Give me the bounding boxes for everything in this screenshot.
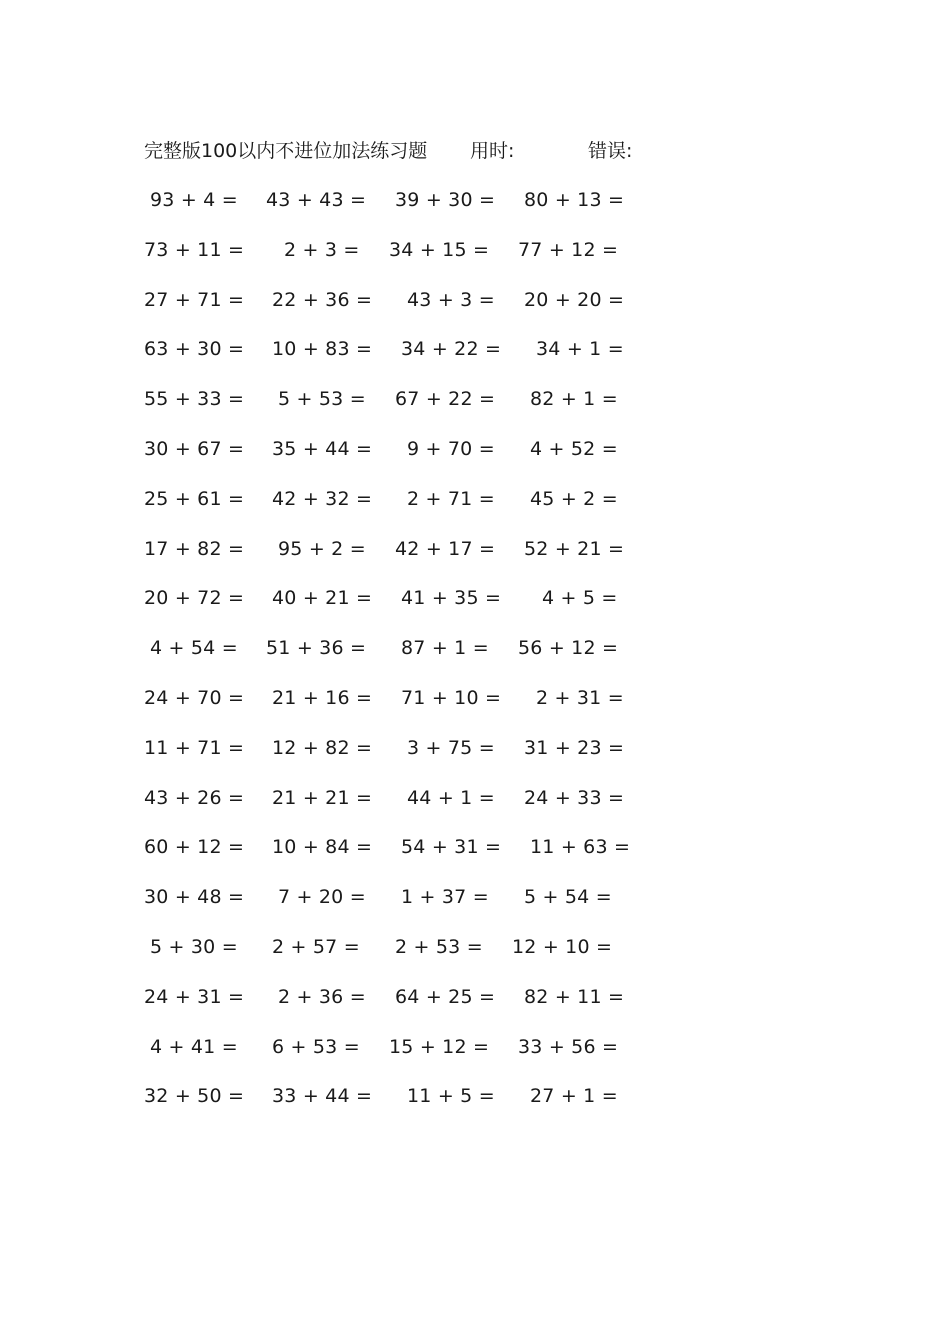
problem-r14-c3: 54 + 31 = — [401, 836, 502, 858]
problem-r15-c1: 30 + 48 = — [144, 886, 245, 908]
problem-r19-c2: 33 + 44 = — [272, 1085, 373, 1107]
problem-r13-c4: 24 + 33 = — [524, 787, 625, 809]
problem-r19-c1: 32 + 50 = — [144, 1085, 245, 1107]
problem-r15-c3: 1 + 37 = — [401, 886, 489, 908]
problem-r4-c4: 34 + 1 = — [536, 338, 624, 360]
problem-r19-c4: 27 + 1 = — [530, 1085, 618, 1107]
problem-r17-c4: 82 + 11 = — [524, 986, 625, 1008]
problem-r7-c4: 45 + 2 = — [530, 488, 618, 510]
problem-r4-c1: 63 + 30 = — [144, 338, 245, 360]
problem-r1-c4: 80 + 13 = — [524, 189, 625, 211]
problem-r9-c4: 4 + 5 = — [542, 587, 618, 609]
problem-r14-c1: 60 + 12 = — [144, 836, 245, 858]
problem-r4-c3: 34 + 22 = — [401, 338, 502, 360]
problem-r3-c1: 27 + 71 = — [144, 289, 245, 311]
problem-r6-c2: 35 + 44 = — [272, 438, 373, 460]
worksheet-title: 完整版100以内不进位加法练习题 — [144, 140, 428, 162]
problem-r13-c1: 43 + 26 = — [144, 787, 245, 809]
problem-r6-c4: 4 + 52 = — [530, 438, 618, 460]
problem-r1-c3: 39 + 30 = — [395, 189, 496, 211]
problem-r7-c1: 25 + 61 = — [144, 488, 245, 510]
problem-r10-c4: 56 + 12 = — [518, 637, 619, 659]
problem-r12-c3: 3 + 75 = — [407, 737, 495, 759]
problem-r12-c4: 31 + 23 = — [524, 737, 625, 759]
problem-r9-c2: 40 + 21 = — [272, 587, 373, 609]
problem-r2-c4: 77 + 12 = — [518, 239, 619, 261]
problem-r10-c2: 51 + 36 = — [266, 637, 367, 659]
problem-r11-c4: 2 + 31 = — [536, 687, 624, 709]
problem-r8-c3: 42 + 17 = — [395, 538, 496, 560]
problem-r16-c3: 2 + 53 = — [395, 936, 483, 958]
problem-r18-c4: 33 + 56 = — [518, 1036, 619, 1058]
problem-r18-c1: 4 + 41 = — [150, 1036, 238, 1058]
problem-r5-c4: 82 + 1 = — [530, 388, 618, 410]
problem-r6-c3: 9 + 70 = — [407, 438, 495, 460]
problem-r13-c2: 21 + 21 = — [272, 787, 373, 809]
problem-r16-c4: 12 + 10 = — [512, 936, 613, 958]
problem-r19-c3: 11 + 5 = — [407, 1085, 495, 1107]
problem-r18-c2: 6 + 53 = — [272, 1036, 360, 1058]
problem-r17-c3: 64 + 25 = — [395, 986, 496, 1008]
problem-r5-c3: 67 + 22 = — [395, 388, 496, 410]
problem-r13-c3: 44 + 1 = — [407, 787, 495, 809]
time-label: 用时: — [470, 140, 515, 162]
problem-r3-c2: 22 + 36 = — [272, 289, 373, 311]
problem-r5-c1: 55 + 33 = — [144, 388, 245, 410]
problem-r11-c3: 71 + 10 = — [401, 687, 502, 709]
problem-r8-c1: 17 + 82 = — [144, 538, 245, 560]
problem-r14-c2: 10 + 84 = — [272, 836, 373, 858]
problem-r16-c1: 5 + 30 = — [150, 936, 238, 958]
problem-r17-c1: 24 + 31 = — [144, 986, 245, 1008]
problem-r6-c1: 30 + 67 = — [144, 438, 245, 460]
problem-r11-c2: 21 + 16 = — [272, 687, 373, 709]
problem-r4-c2: 10 + 83 = — [272, 338, 373, 360]
problem-r5-c2: 5 + 53 = — [278, 388, 366, 410]
problem-r15-c4: 5 + 54 = — [524, 886, 612, 908]
problem-r7-c2: 42 + 32 = — [272, 488, 373, 510]
problem-r16-c2: 2 + 57 = — [272, 936, 360, 958]
problem-r7-c3: 2 + 71 = — [407, 488, 495, 510]
problem-r15-c2: 7 + 20 = — [278, 886, 366, 908]
problem-r2-c1: 73 + 11 = — [144, 239, 245, 261]
problem-r8-c2: 95 + 2 = — [278, 538, 366, 560]
problem-r3-c3: 43 + 3 = — [407, 289, 495, 311]
problem-r8-c4: 52 + 21 = — [524, 538, 625, 560]
problem-r1-c1: 93 + 4 = — [150, 189, 238, 211]
problem-r18-c3: 15 + 12 = — [389, 1036, 490, 1058]
problem-r10-c3: 87 + 1 = — [401, 637, 489, 659]
problem-r11-c1: 24 + 70 = — [144, 687, 245, 709]
problem-r9-c3: 41 + 35 = — [401, 587, 502, 609]
problem-r3-c4: 20 + 20 = — [524, 289, 625, 311]
problem-r2-c2: 2 + 3 = — [284, 239, 360, 261]
problem-r12-c1: 11 + 71 = — [144, 737, 245, 759]
problem-r1-c2: 43 + 43 = — [266, 189, 367, 211]
problem-r17-c2: 2 + 36 = — [278, 986, 366, 1008]
problem-r12-c2: 12 + 82 = — [272, 737, 373, 759]
problem-r2-c3: 34 + 15 = — [389, 239, 490, 261]
error-label: 错误: — [588, 140, 633, 162]
problem-r10-c1: 4 + 54 = — [150, 637, 238, 659]
problem-r14-c4: 11 + 63 = — [530, 836, 631, 858]
problem-r9-c1: 20 + 72 = — [144, 587, 245, 609]
